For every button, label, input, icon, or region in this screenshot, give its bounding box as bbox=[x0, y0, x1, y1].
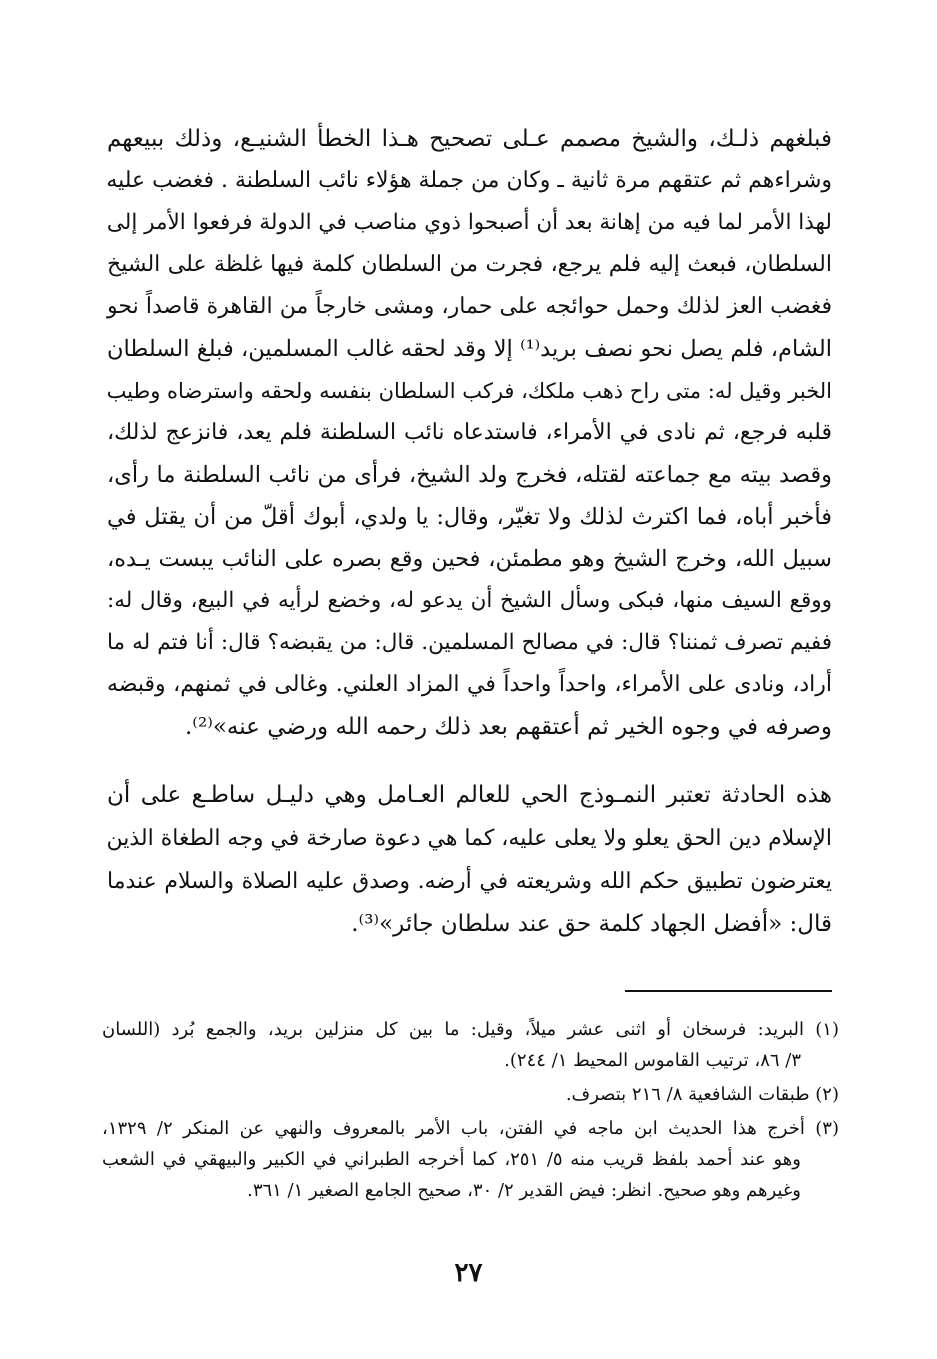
text-line: وصرفه في وجوه الخير ثم أعتقهم بعد ذلك رحمه الله ورضي عنه»⁽²⁾. bbox=[184, 714, 832, 740]
text-line: فأخبر أباه، فما اكترث لذلك ولا تغيّر، وقال: يا ولدي، أبوك أقلّ من أن يقتل في bbox=[107, 504, 832, 530]
text-line: ووقع السيف منها، فبكى وسأل الشيخ أن يدعو له، وخضع لرأيه في البيع، وقال له: bbox=[107, 588, 832, 613]
text-line: السلطان، فبعث إليه فلم يرجع، فجرت من السلطان كلمة فيها غلظة على الشيخ bbox=[107, 252, 832, 277]
footnote-line: (١) البريد: فرسخان أو اثنى عشر ميلاً، وقيل: ما بين كل منزلين بريد، والجمع بُرد (اللسان bbox=[102, 1019, 839, 1040]
text-line: الخبر وقيل له: متى راح ذهب ملكك، فركب السلطان بنفسه ولحقه واسترضاه وطيب bbox=[106, 379, 832, 403]
footnote-line: ٣/ ٨٦، ترتيب القاموس المحيط ١/ ٢٤٤). bbox=[504, 1050, 801, 1071]
text-line: الإسلام دين الحق يعلو ولا يعلى عليه، كما هي دعوة صارخة في وجه الطغاة الذين bbox=[106, 826, 832, 851]
footnote-3 bbox=[102, 1113, 839, 1206]
footnote-line: وهو عند أحمد بلفظ قريب منه ٥/ ٢٥١، كما أخرجه الطبراني في الكبير والبيهقي في الشعب bbox=[102, 1149, 801, 1170]
page-number: ٢٧ bbox=[454, 1258, 483, 1288]
text-line: فبلغهم ذلـك، والشيخ مصمم عـلى تصحيح هـذا الخطأ الشنيـع، وذلك ببيعهم bbox=[107, 126, 832, 152]
footnote-line: وغيرهم وهو صحيح. انظر: فيض القدير ٢/ ٣٠، صحيح الجامع الصغير ١/ ٣٦١. bbox=[247, 1180, 801, 1201]
footnotes bbox=[102, 1014, 839, 1206]
text-line: ففيم تصرف ثمننا؟ قال: في مصالح المسلمين. قال: من يقبضه؟ قال: أنا فتم له ما bbox=[107, 630, 832, 655]
text-line: لهذا الأمر لما فيه من إهانة بعد أن أصبحوا ذوي مناصب في الدولة فرفعوا الأمر إلى bbox=[106, 210, 832, 235]
text-line: فغضب العز لذلك وحمل حوائجه على حمار، ومشى خارجاً من القاهرة قاصداً نحو bbox=[107, 294, 832, 319]
footnote-2 bbox=[102, 1079, 839, 1110]
footnote-separator bbox=[625, 990, 832, 992]
text-line: قال: «أفضل الجهاد كلمة حق عند سلطان جائر»⁽³⁾. bbox=[351, 911, 832, 937]
text-line: وقصد بيته مع جماعته لقتله، فخرج ولد الشيخ، فرأى من نائب السلطنة ما رأى، bbox=[107, 462, 832, 488]
text-line: أراد، ونادى على الأمراء، واحداً واحداً في المزاد العلني. وغالى في ثمنهم، وقبضه bbox=[107, 672, 832, 697]
text-line: الشام، فلم يصل نحو نصف بريد⁽¹⁾ إلا وقد لحقه غالب المسلمين، فبلغ السلطان bbox=[107, 336, 832, 362]
text-line: يعترضون تطبيق حكم الله وشريعته في أرضه. وصدق عليه الصلاة والسلام عندما bbox=[107, 869, 832, 894]
footnote-1 bbox=[102, 1014, 839, 1076]
body-paragraph-2 bbox=[107, 774, 832, 946]
text-line: وشراءهم ثم عتقهم مرة ثانية ـ وكان من جملة هؤلاء نائب السلطنة . فغضب عليه bbox=[106, 168, 832, 193]
text-line: سبيل الله، وخرج الشيخ وهو مطمئن، فحين وقع بصره على النائب يبست يـده، bbox=[107, 546, 832, 572]
text-line: قلبه فرجع، ثم نادى في الأمراء، فاستدعاه نائب السلطنة فلم يعد، فانزعج لذلك، bbox=[107, 420, 832, 445]
footnote-line: (٢) طبقات الشافعية ٨/ ٢١٦ بتصرف. bbox=[565, 1084, 839, 1105]
text-line: هذه الحادثة تعتبر النمـوذج الحي للعالم العـامل وهي دليـل ساطـع على أن bbox=[107, 782, 832, 808]
footnote-line: (٣) أخرج هذا الحديث ابن ماجه في الفتن، باب الأمر بالمعروف والنهي عن المنكر ٢/ ١٣٢٩، bbox=[102, 1118, 839, 1139]
body-paragraph-1 bbox=[107, 118, 832, 748]
